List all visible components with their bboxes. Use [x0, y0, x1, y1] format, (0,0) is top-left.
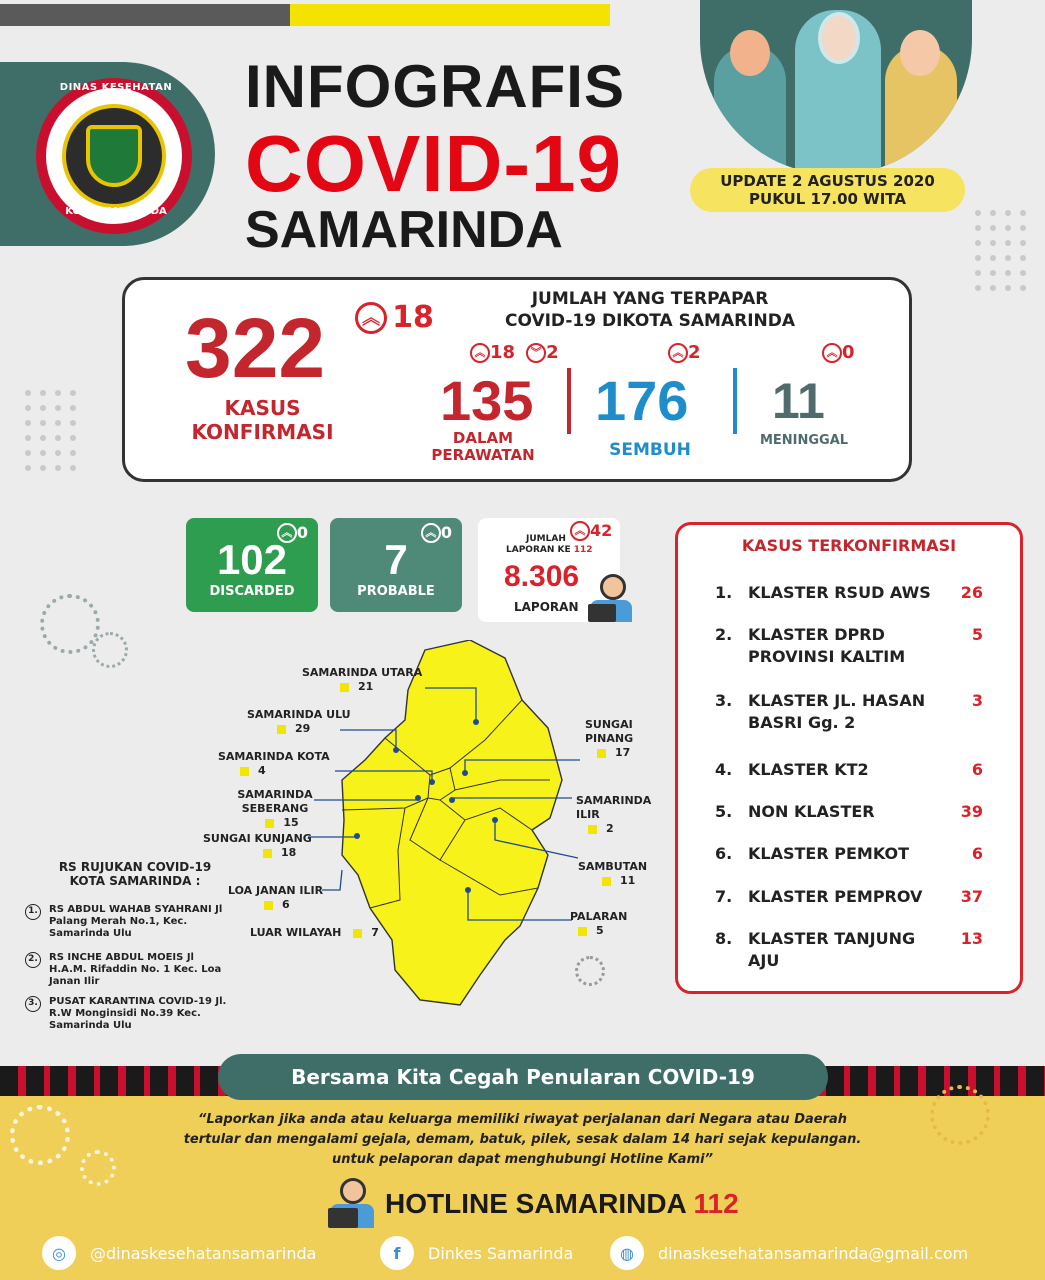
- recovered-count: 176: [595, 369, 689, 432]
- globe-icon: ◍: [610, 1236, 644, 1270]
- probable-label: PROBABLE: [357, 584, 435, 599]
- arrow-up-icon: ︽: [470, 343, 490, 363]
- arrow-down-icon: ︾: [526, 343, 546, 363]
- cluster-row: 3. KLASTER JL. HASAN BASRI Gg. 2 3: [715, 691, 983, 732]
- cluster-row: 5. NON KLASTER 39: [715, 802, 983, 821]
- call-center-icon: [590, 572, 634, 622]
- treated-deltas: ︽ 18 ︾ 2: [470, 342, 559, 363]
- district-label: SUNGAI PINANG 17: [585, 718, 634, 759]
- instagram-icon: ◎: [42, 1236, 76, 1270]
- cluster-row: 2. KLASTER DPRD PROVINSI KALTIM 5: [715, 625, 983, 666]
- confirmed-delta: ︽ 18: [355, 300, 434, 335]
- divider-1: [567, 368, 571, 434]
- title-line3: SAMARINDA: [245, 201, 563, 259]
- probable-card: ︽ 0 7 PROBABLE: [330, 518, 462, 612]
- update-time: PUKUL 17.00 WITA: [749, 190, 906, 208]
- social-facebook[interactable]: f Dinkes Samarinda: [380, 1236, 573, 1270]
- virus-icon: [80, 1150, 116, 1186]
- report-label: LAPORAN: [514, 600, 579, 614]
- virus-icon: [92, 632, 128, 668]
- report-card: ︽ 42 JUMLAH LAPORAN KE 112 8.306 LAPORAN: [478, 518, 620, 622]
- decor-dots-right: [975, 210, 1026, 291]
- arrow-up-icon: ︽: [570, 521, 590, 541]
- hospital-item: 3. PUSAT KARANTINA COVID-19 Jl. R.W Monginsidi No.39 Kec. Samarinda Ulu: [25, 996, 235, 1032]
- hospital-item: 2. RS INCHE ABDUL MOEIS Jl H.A.M. Rifaddin No. 1 Kec. Loa Janan Ilir: [25, 952, 235, 988]
- virus-icon: [930, 1085, 990, 1145]
- top-bar-yellow: [290, 4, 610, 26]
- virus-icon: [40, 594, 100, 654]
- report-count: 8.306: [504, 560, 580, 593]
- social-email[interactable]: ◍ dinaskesehatansamarinda@gmail.com: [610, 1236, 968, 1270]
- district-label: SAMBUTAN 11: [578, 860, 648, 887]
- arrow-up-icon: ︽: [421, 523, 441, 543]
- discarded-card: ︽ 0 102 DISCARDED: [186, 518, 318, 612]
- hotline-text: HOTLINE SAMARINDA 112: [385, 1188, 739, 1219]
- logo-bottom-text: KOTA SAMARINDA: [65, 206, 167, 217]
- recovered-label: SEMBUH: [609, 440, 691, 460]
- samarinda-map: [300, 640, 590, 1010]
- probable-count: 7: [384, 536, 408, 583]
- cluster-row: 1. KLASTER RSUD AWS 26: [715, 583, 983, 602]
- clusters-title: KASUS TERKONFIRMASI: [741, 536, 957, 555]
- cluster-row: 6. KLASTER PEMKOT 6: [715, 844, 983, 863]
- cluster-row: 7. KLASTER PEMPROV 37: [715, 887, 983, 906]
- arrow-up-icon: ︽: [822, 343, 842, 363]
- hospitals-title: RS RUJUKAN COVID-19 KOTA SAMARINDA :: [58, 860, 212, 888]
- arrow-up-icon: ︽: [668, 343, 688, 363]
- district-label: SAMARINDA ULU 29: [247, 708, 351, 735]
- deaths-count: 11: [772, 373, 825, 429]
- title-line2: COVID-19: [245, 119, 622, 208]
- report-quote: “Laporkan jika anda atau keluarga memiliki riwayat perjalanan dari Negara atau Daerah tertular dan mengalami gejala, demam, batuk, pilek, sesak dalam 14 hari sejak kepulangan. untuk pelaporan dapat menghubungi Hotline Kami”: [183, 1112, 862, 1167]
- recovered-delta: ︽ 2: [668, 342, 701, 363]
- arrow-up-icon: ︽: [355, 302, 387, 334]
- district-label: PALARAN 5: [570, 910, 628, 937]
- logo-top-text: DINAS KESEHATAN: [59, 82, 173, 93]
- deaths-label: MENINGGAL: [759, 433, 849, 448]
- divider-2: [733, 368, 737, 434]
- discarded-label: DISCARDED: [209, 584, 295, 599]
- confirmed-label: KASUS KONFIRMASI: [191, 396, 334, 444]
- deaths-delta: ︽ 0: [822, 342, 855, 363]
- district-label: SAMARINDA KOTA 4: [218, 750, 330, 777]
- confirmed-count: 322: [185, 301, 326, 395]
- top-bar-grey: [0, 4, 290, 26]
- slogan-banner: Bersama Kita Cegah Penularan COVID-19: [218, 1054, 828, 1100]
- map-outline: [342, 640, 562, 1005]
- discarded-count: 102: [216, 536, 288, 583]
- call-center-icon: [328, 1178, 376, 1230]
- facebook-icon: f: [380, 1236, 414, 1270]
- district-label: SAMARINDA UTARA 21: [302, 666, 423, 693]
- treated-count: 135: [440, 369, 534, 432]
- hospital-item: 1. RS ABDUL WAHAB SYAHRANI Jl Palang Merah No.1, Kec. Samarinda Ulu: [25, 904, 235, 940]
- summary-heading: JUMLAH YANG TERPAPAR COVID-19 DIKOTA SAMARINDA: [504, 289, 796, 331]
- treated-label: DALAM PERAWATAN: [431, 429, 535, 464]
- district-label: LUAR WILAYAH 7: [250, 926, 379, 939]
- shield-emblem-icon: [86, 125, 142, 187]
- cluster-row: 4. KLASTER KT2 6: [715, 760, 983, 779]
- update-badge: [690, 168, 965, 212]
- update-date: UPDATE 2 AGUSTUS 2020: [720, 172, 935, 190]
- district-label: SAMARINDA SEBERANG 15: [237, 788, 313, 829]
- virus-icon: [575, 956, 605, 986]
- cluster-row: 8. KLASTER TANJUNG AJU 13: [715, 929, 983, 970]
- title-line1: INFOGRAFIS: [245, 53, 625, 120]
- social-instagram[interactable]: ◎ @dinaskesehatansamarinda: [42, 1236, 316, 1270]
- district-label: SAMARINDA ILIR 2: [576, 794, 652, 835]
- district-label: SUNGAI KUNJANG 18: [203, 832, 312, 859]
- decor-dots-left: [25, 390, 76, 471]
- virus-icon: [10, 1105, 70, 1165]
- district-label: LOA JANAN ILIR 6: [228, 884, 324, 911]
- arrow-up-icon: ︽: [277, 523, 297, 543]
- masked-people-illustration: [700, 0, 972, 175]
